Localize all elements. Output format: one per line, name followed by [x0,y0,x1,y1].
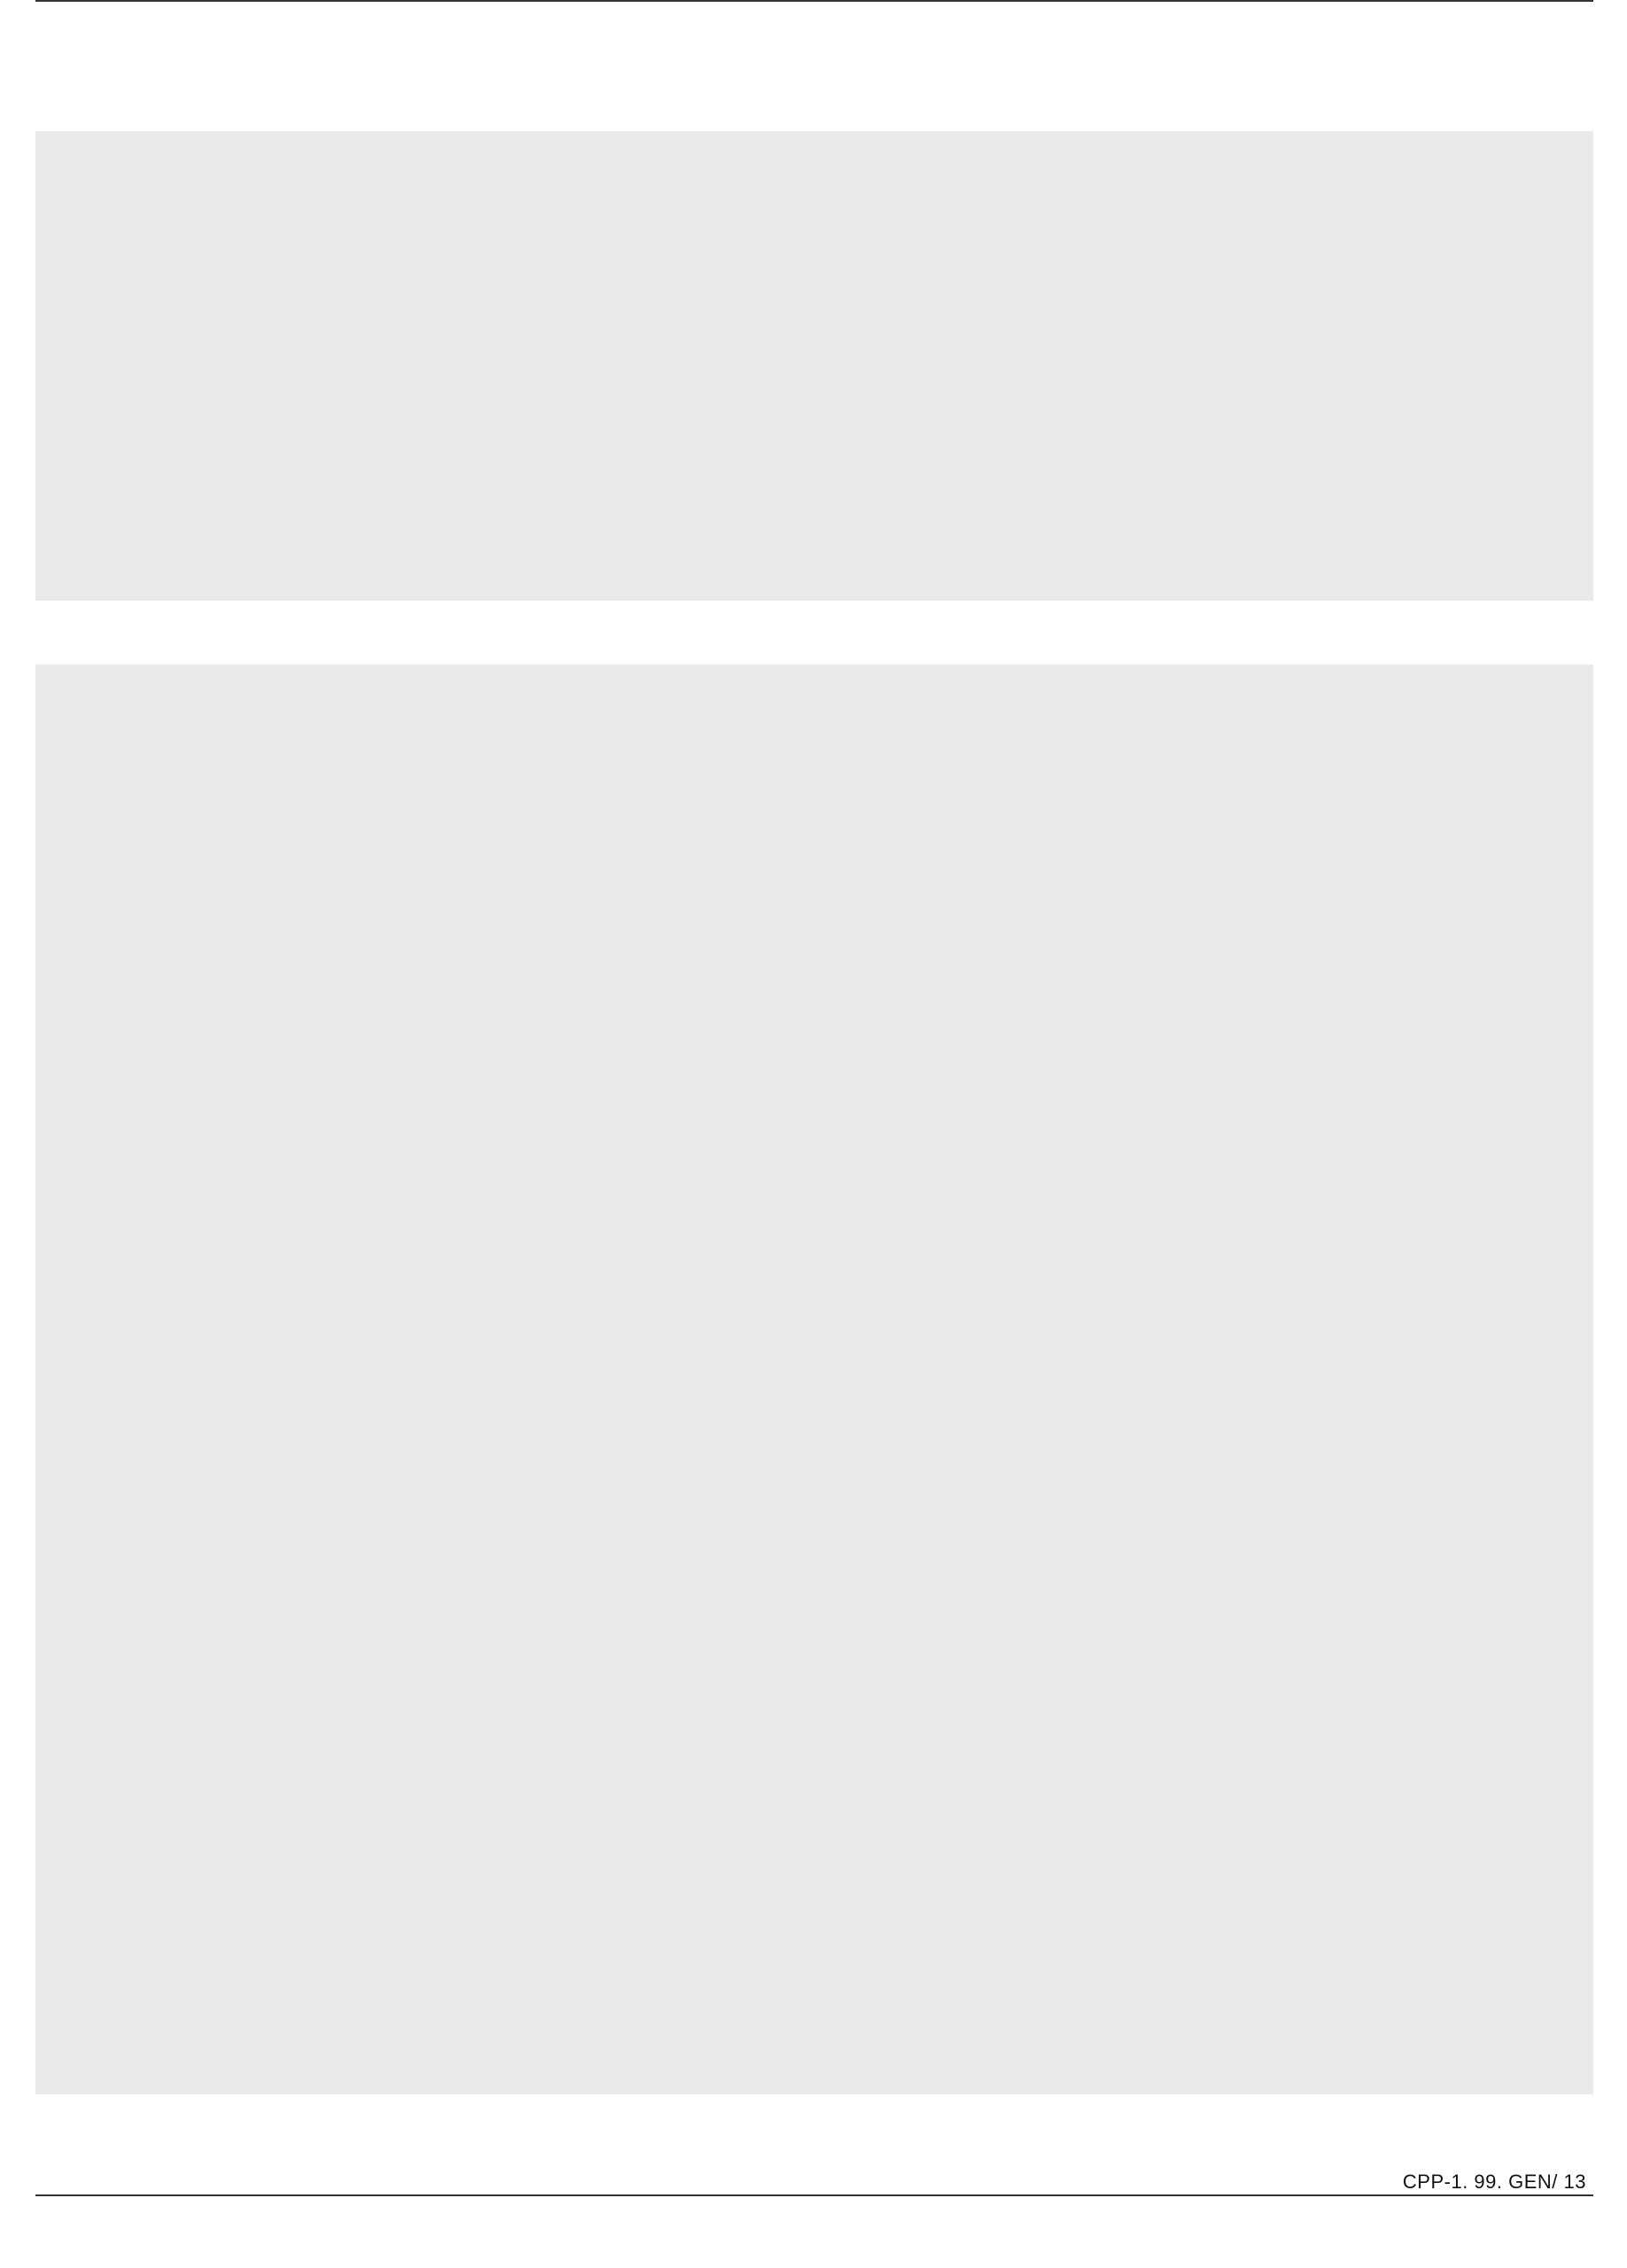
non-finisher-row-band [35,1816,1593,1887]
non-finisher-row-band [35,734,1593,804]
result-row-band [35,507,1593,601]
non-finisher-row-band [35,918,1593,1012]
non-finisher-row-band [35,803,1593,850]
result-row-band [35,413,1593,507]
top-rule [35,0,1593,2]
non-finisher-row-band [35,1954,1593,2025]
non-finisher-row-band [35,1286,1593,1357]
non-finisher-row-band [35,2023,1593,2094]
non-finisher-row-band [35,1010,1593,1104]
non-finisher-row-band [35,1425,1593,1518]
result-row-band [35,131,1593,225]
page-footer: CPP-1. 99. GEN/ 13 [1402,2171,1586,2193]
non-finisher-row-band [35,1148,1593,1219]
bottom-rule [35,2194,1593,2196]
non-finisher-row-band [35,1655,1593,1749]
non-finisher-row-band [35,1747,1593,1818]
result-row-band [35,225,1593,319]
non-finisher-row-band [35,1102,1593,1150]
non-finisher-row-band [35,849,1593,920]
non-finisher-row-band [35,664,1593,735]
non-finisher-row-band [35,1355,1593,1426]
non-finisher-row-band [35,1885,1593,1956]
non-finisher-row-band [35,1517,1593,1588]
result-row-band [35,319,1593,413]
non-finisher-row-band [35,1217,1593,1288]
non-finisher-row-band [35,1586,1593,1657]
